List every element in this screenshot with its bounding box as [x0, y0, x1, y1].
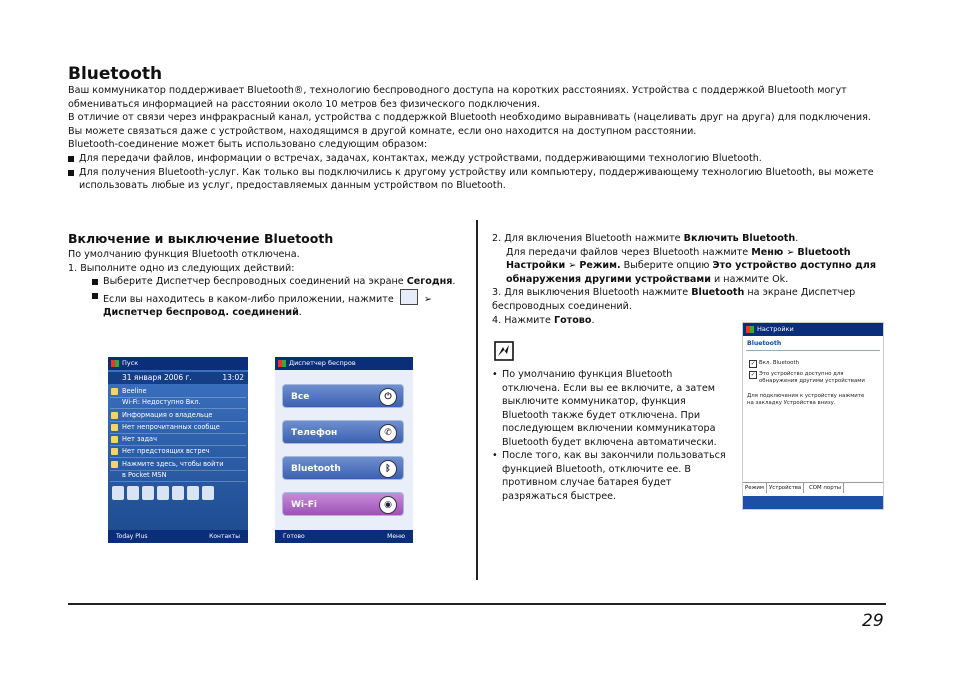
intro-paragraph: Bluetooth-соединение может быть использовано следующим образом: [68, 139, 428, 151]
note-item: • По умолчанию функция Bluetooth отключена. Если вы ее включите, а затем выключите коммуникатор, функция Bluetooth также будет отключена. При последующем включении коммуникатора Bluetooth будет включена автоматически. [492, 368, 732, 449]
wifi-button: Wi-Fi ◉ [282, 492, 404, 516]
bluetooth-on-label: Вкл. Bluetooth [759, 360, 799, 366]
tab-com-ports: COM порты [807, 483, 844, 493]
windows-flag-icon [278, 360, 286, 367]
substep-today: Выберите Диспетчер беспроводных соединений на экране Сегодня. [92, 275, 468, 289]
today-row: Информация о владельце [110, 410, 246, 422]
phone-icon: ✆ [379, 424, 397, 442]
column-divider [476, 220, 478, 580]
today-row: Нет задач [110, 434, 246, 446]
today-row: в Pocket MSN [110, 470, 246, 482]
today-row: Beeline [110, 386, 246, 398]
softkey-bar [743, 496, 883, 509]
today-row: Wi-Fi: Недоступно Вкл. [110, 397, 246, 409]
left-column [68, 248, 468, 320]
tab-bar [743, 482, 883, 493]
titlebar: Диспетчер беспров [275, 357, 413, 370]
intro-paragraph: Ваш коммуникатор поддерживает Bluetooth®, технологию беспроводного доступа на коротких расстояниях. Устройства с поддержкой Bluetooth могут обмениваться информацией на расстоянии около 10 метров без физического подключения. [68, 85, 847, 110]
bluetooth-settings-image [742, 322, 884, 510]
checkbox-icon: ✓ [750, 372, 756, 378]
intro-paragraph: В отличие от связи через инфракрасный канал, устройства с поддержкой Bluetooth необходимо выравнивать (нацеливать друг на друга) для подключения. Вы можете связаться даже с устройством, находящимся в другой комнате, если оно находится на доступном расстоянии. [68, 112, 871, 137]
wifi-icon: ◉ [379, 496, 397, 514]
default-state-text: По умолчанию функция Bluetooth отключена. [68, 249, 300, 260]
page-number: 29 [862, 611, 884, 631]
right-column [492, 232, 892, 327]
note-block [492, 368, 732, 503]
intro-bullet: Для получения Bluetooth-услуг. Как только вы подключились к другому устройству или компьютеру, поддерживающему технологию Bluetooth, вы можете использовать любые из услуг, предоставляемых данным устройством по Bluetooth. [68, 166, 888, 193]
today-row: Нет предстоящих встреч [110, 446, 246, 458]
discoverable-label: Это устройство доступно для обнаружения другими устройствами [759, 371, 865, 384]
step-3: 3. Для выключения Bluetooth нажмите Bluetooth на экране Диспетчер беспроводных соединений. [492, 287, 856, 312]
bluetooth-icon: ᛒ [379, 460, 397, 478]
checkbox-icon: ✓ [750, 361, 756, 367]
section-heading: Включение и выключение Bluetooth [68, 231, 334, 246]
intro-bullet: Для передачи файлов, информации о встречах, задачах, контактах, между устройствами, поддерживающими технологию Bluetooth. [68, 152, 888, 166]
bluetooth-button: Bluetooth ᛒ [282, 456, 404, 480]
wireless-manager-image [275, 357, 413, 543]
step-1: 1. Выполните одно из следующих действий: [68, 262, 295, 274]
windows-flag-icon [746, 326, 754, 333]
titlebar: Пуск [108, 357, 248, 370]
intro-text [68, 84, 888, 193]
settings-header: Bluetooth [747, 340, 782, 347]
softkey-bar: Готово Меню [275, 530, 413, 543]
softkey-bar: Today Plus Контакты [108, 530, 248, 543]
step-2-transfer: Для передачи файлов через Bluetooth нажмите Меню ➢ Bluetooth Настройки ➢ Режим. Выберите опцию Это устройство доступно для обнаружения другими устройствами и нажмите Ok. [506, 246, 876, 285]
today-screen-image [108, 357, 248, 543]
page-title: Bluetooth [68, 64, 163, 84]
quick-icons [112, 485, 244, 507]
tab-mode: Режим [743, 483, 767, 493]
tab-devices: Устройства [767, 483, 804, 493]
hint-text: Для подключения к устройству нажмите на закладку Устройства внизу. [747, 393, 865, 406]
today-row: Нет непрочитанных сообще [110, 422, 246, 434]
footer-rule [68, 603, 886, 605]
windows-flag-icon [111, 360, 119, 367]
signal-icon [400, 289, 418, 305]
power-icon: ⏻ [379, 388, 397, 406]
all-button: Все ⏻ [282, 384, 404, 408]
step-4: 4. Нажмите Готово. [492, 314, 595, 326]
note-item: • После того, как вы закончили пользоваться функцией Bluetooth, отключите ее. В противном случае батарея будет разряжаться быстрее. [492, 449, 732, 503]
date-row: 31 января 2006 г. 13:02 [108, 372, 248, 384]
step-2: 2. Для включения Bluetooth нажмите Включить Bluetooth. [492, 233, 799, 244]
titlebar: Настройки [743, 323, 883, 336]
note-icon [494, 341, 514, 361]
phone-button: Телефон ✆ [282, 420, 404, 444]
today-row: Нажмите здесь, чтобы войти [110, 459, 246, 471]
substep-app: Если вы находитесь в каком-либо приложении, нажмите ➢ Диспетчер беспровод. соединений. [92, 289, 468, 320]
